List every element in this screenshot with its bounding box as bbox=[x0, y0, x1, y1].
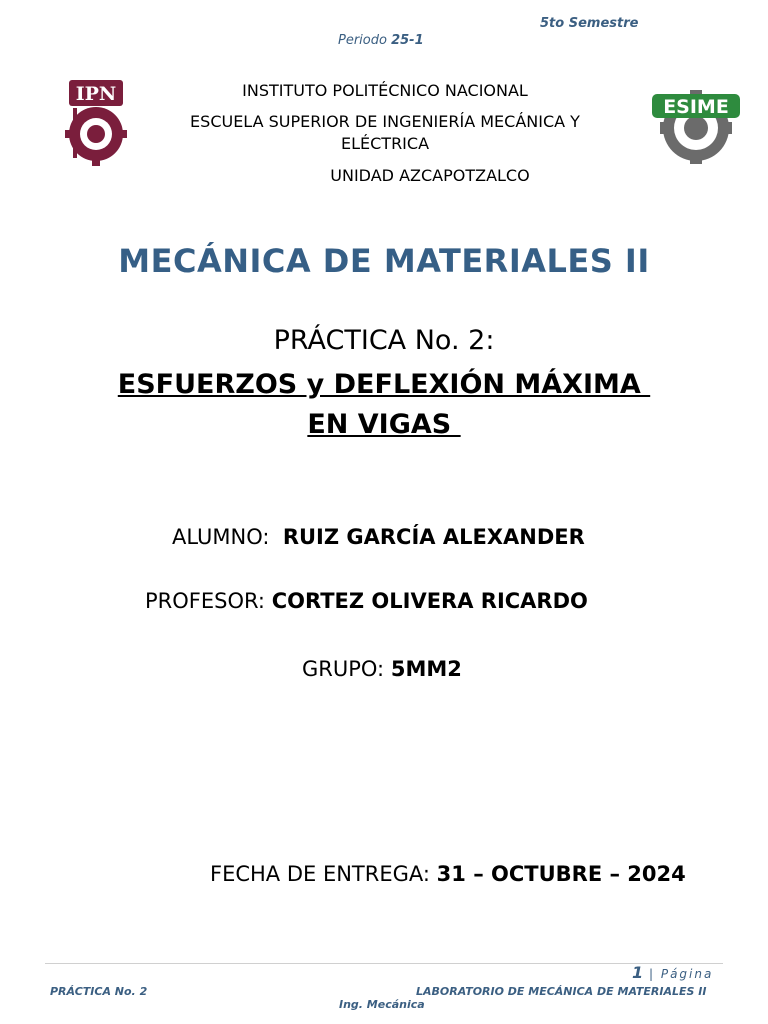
professor-name: CORTEZ OLIVERA RICARDO bbox=[271, 589, 588, 613]
professor-row bbox=[145, 589, 588, 613]
period-label bbox=[338, 33, 424, 48]
footer-divider bbox=[45, 963, 723, 964]
ipn-logo bbox=[63, 78, 129, 168]
esime-logo-text: ESIME bbox=[663, 96, 729, 118]
practice-subtitle-line2: EN VIGAS bbox=[307, 409, 461, 440]
semester-label: 5to Semestre bbox=[540, 16, 639, 31]
esime-logo bbox=[650, 82, 742, 164]
footer-lab: LABORATORIO DE MECÁNICA DE MATERIALES II bbox=[416, 985, 707, 998]
footer-practice: PRÁCTICA No. 2 bbox=[50, 985, 148, 998]
professor-label: PROFESOR: bbox=[145, 589, 266, 613]
school-name-line1: ESCUELA SUPERIOR DE INGENIERÍA MECÁNICA Y bbox=[190, 112, 580, 131]
delivery-date-row bbox=[210, 862, 686, 886]
institution-name: INSTITUTO POLITÉCNICO NACIONAL bbox=[242, 81, 528, 100]
student-row bbox=[172, 525, 585, 549]
period-value: 25-1 bbox=[391, 33, 424, 48]
group-row bbox=[302, 657, 462, 681]
group-value: 5MM2 bbox=[390, 657, 462, 681]
practice-subtitle bbox=[60, 365, 708, 445]
school-name-line2: ELÉCTRICA bbox=[340, 134, 430, 153]
ipn-logo-text: IPN bbox=[75, 83, 117, 105]
unit-name: UNIDAD AZCAPOTZALCO bbox=[330, 166, 530, 185]
delivery-date-label: FECHA DE ENTREGA: bbox=[210, 862, 430, 886]
student-name: RUIZ GARCÍA ALEXANDER bbox=[282, 525, 585, 549]
practice-subtitle-line1: ESFUERZOS y DEFLEXIÓN MÁXIMA bbox=[117, 369, 651, 400]
footer-career: Ing. Mecánica bbox=[339, 998, 425, 1011]
page-number bbox=[632, 963, 713, 982]
page-number-label: | Página bbox=[648, 967, 714, 981]
practice-number: PRÁCTICA No. 2: bbox=[273, 325, 495, 356]
group-label: GRUPO: bbox=[302, 657, 385, 681]
student-label: ALUMNO: bbox=[172, 525, 270, 549]
course-title: MECÁNICA DE MATERIALES II bbox=[118, 242, 650, 280]
delivery-date-value: 31 – OCTUBRE – 2024 bbox=[436, 862, 686, 886]
period-text: Periodo bbox=[338, 33, 387, 48]
page-number-value: 1 bbox=[632, 963, 644, 982]
